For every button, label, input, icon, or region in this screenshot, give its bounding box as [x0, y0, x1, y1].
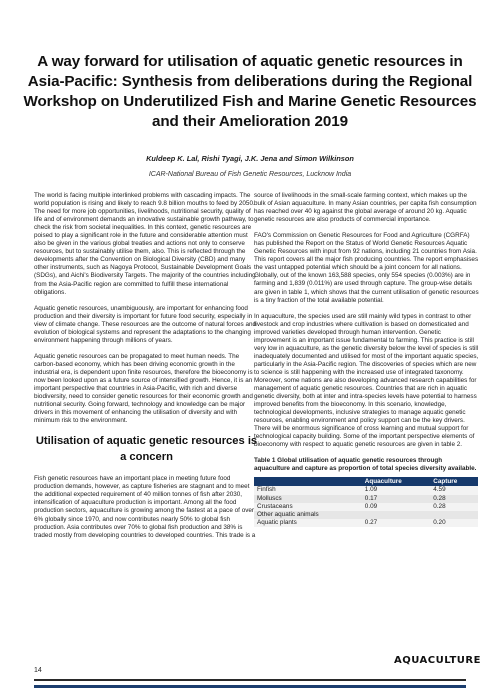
table-caption: Table 1 Global utilisation of aquatic genetic resources through aquaculture and capture as proportion of total species diversity available. — [254, 457, 477, 473]
table-cell: Aquatic plants — [254, 519, 362, 527]
table-row — [254, 503, 478, 511]
table-cell: Molluscs — [254, 495, 362, 503]
table-cell: 0.20 — [430, 519, 478, 527]
page-number: 14 — [34, 667, 42, 674]
table-row — [254, 486, 478, 494]
table-row — [254, 519, 478, 527]
table-cell: 0.09 — [362, 503, 430, 511]
table-cell — [362, 511, 430, 519]
paragraph: source of livelihoods in the small-scale farming context, which makes up the bulk of Asian aquaculture. In many Asian countries, per capita fish consumption has reached over 40 kg against the global average of around 20 kg. Aquatic genetic resources are also products of commercial importance. — [254, 192, 477, 224]
footer-accent-bar — [34, 685, 466, 688]
left-column — [34, 192, 259, 548]
table-header-row — [254, 477, 478, 486]
section-heading: Utilisation of aquatic genetic resources is a concern — [35, 435, 258, 464]
paragraph: Aquatic genetic resources, unambiguously, are important for enhancing food production and their diversity is important for future food security, especially in view of climate change. These resources are the outcome of natural forces and evolution of biological systems and represent the adaptations to the changing environment happening through millions of years. — [34, 304, 257, 344]
right-column — [254, 192, 479, 527]
table-cell — [430, 511, 478, 519]
table-row — [254, 511, 478, 519]
article-authors: Kuldeep K. Lal, Rishi Tyagi, J.K. Jena and Simon Wilkinson — [146, 154, 354, 163]
paragraph: FAO's Commission on Genetic Resources for Food and Agriculture (CGRFA) has published the Report on the Status of World Genetic Resources Aquatic Genetic Resources with input from 92 nations, including 21 countries from Asia. This report covers all the major fish producing countries. The report emphasises the vast untapped potential which should be a joint concern for all nations. Globally, out of the known 163,588 species, only 554 species (0.003%) are in farming and 1,839 (0.011%) are used through capture. The group-wise details are given in table 1, which shows that the current utilisation of genetic resources is a tiny fraction of the total available potential. — [254, 232, 479, 304]
table-cell: 0.28 — [430, 503, 478, 511]
paragraph: Fish genetic resources have an important place in meeting future food production demands, however, as capture fisheries are stagnant and to meet the additional expected requirement of 40 million tonnes of fish after 2030, intensification of aquaculture production is important. Among all the food production sectors, aquaculture is growing among the fastest at a pace of over 6% globally since 1970, and now contributes nearly 50% to global fish production. Asia contributes over 70% to global fish production and 38% is traded mostly from developing countries to developed countries. This trade is a — [34, 475, 256, 539]
table-cell: Other aquatic animals — [254, 511, 362, 519]
magazine-brand-logo: AQUACULTURE — [394, 655, 481, 666]
table-cell: Crustaceans — [254, 503, 362, 511]
table-header-cell: Aquaculture — [362, 477, 430, 486]
paragraph: The world is facing multiple interlinked problems with cascading impacts. The world population is rising and likely to reach 9.8 billion mouths to feed by 2050. The need for more job opportunities, livelihoods, nutritional security, quality of life and of environment demands an innovative sustainable growth pathway, to check the risk from societal inequalities. In this context, genetic resources are poised to play a significant role in the future and considerable attention must also be given in the various global treaties and actions not only to conserve resources, but to sustainably utilise them, also. This is reflected through the developments after the Convention on Biological Diversity (CBD) and many other instruments, such as Nagoya Protocol, Sustainable Development Goals (SDGs), and Aichi's Biodiversity Targets. The majority of the countries including from the Asia-Pacific region are committed to fulfill these international obligations. — [34, 192, 256, 296]
table-row — [254, 495, 478, 503]
footer-divider — [34, 679, 466, 681]
table-cell: 0.17 — [362, 495, 430, 503]
table-cell: 0.27 — [362, 519, 430, 527]
article-title: A way forward for utilisation of aquatic genetic resources in Asia-Pacific: Synthesis from deliberations during the Regional Workshop on Underutilized Fish and Marine Genetic Resources and their Amelioration 2019 — [23, 53, 477, 131]
table-cell: 1.09 — [362, 486, 430, 494]
table-cell: 4.59 — [430, 486, 478, 494]
table-cell: 0.28 — [430, 495, 478, 503]
table-cell: Finfish — [254, 486, 362, 494]
paragraph: Aquatic genetic resources can be propagated to meet human needs. The carbon-based economy, which has been driving economic growth in the industrial era, is dependent upon finite resources, therefore the bioeconomy is now been looked upon as a future source of intensified growth. Hence, it is an important perspective that countries in Asia-Pacific, with rich and diverse biodiversity, need to consider genetic resources for their economic growth and nutritional security. Going forward, technology and knowledge can be major drivers in this movement of enhancing the utilisation of diversity and with minimum risk to the environment. — [34, 352, 253, 425]
table-header-cell: Capture — [430, 477, 478, 486]
table-header-cell — [254, 477, 362, 486]
genetic-resources-table — [254, 477, 478, 526]
paragraph: In aquaculture, the species used are still mainly wild types in contrast to other livestock and crop industries where cultivation is based on domesticated and improved varieties developed through human intervention. Genetic improvement is an important issue fundamental to farming. This practice is still very low in aquaculture, as the genetic diversity below the level of species is still inadequately documented and utilised for most of the important aquatic species, particularly in the Asia-Pacific region. The discoveries of species which are new to science is still happening with the increased use of integrated taxonomy. Moreover, some nations are also developing advanced research capabilities for management of aquatic genetic resources. Countries that are rich in aquatic genetic diversity, both at inter and intra-species levels have potential to harness improved benefits from the bioeconomy. In this scenario, knowledge, technological developments, inclusive strategies to manage aquatic genetic resources, enabling environment and policy support can be the key drivers. There will be enormous significance of cross learning and mutual support for technological capacity building. Some of the important perspective elements of bioeconomy with respect to aquatic genetic resources are given in table 2. — [254, 312, 479, 449]
article-affiliation: ICAR-National Bureau of Fish Genetic Resources, Lucknow India — [148, 171, 352, 178]
